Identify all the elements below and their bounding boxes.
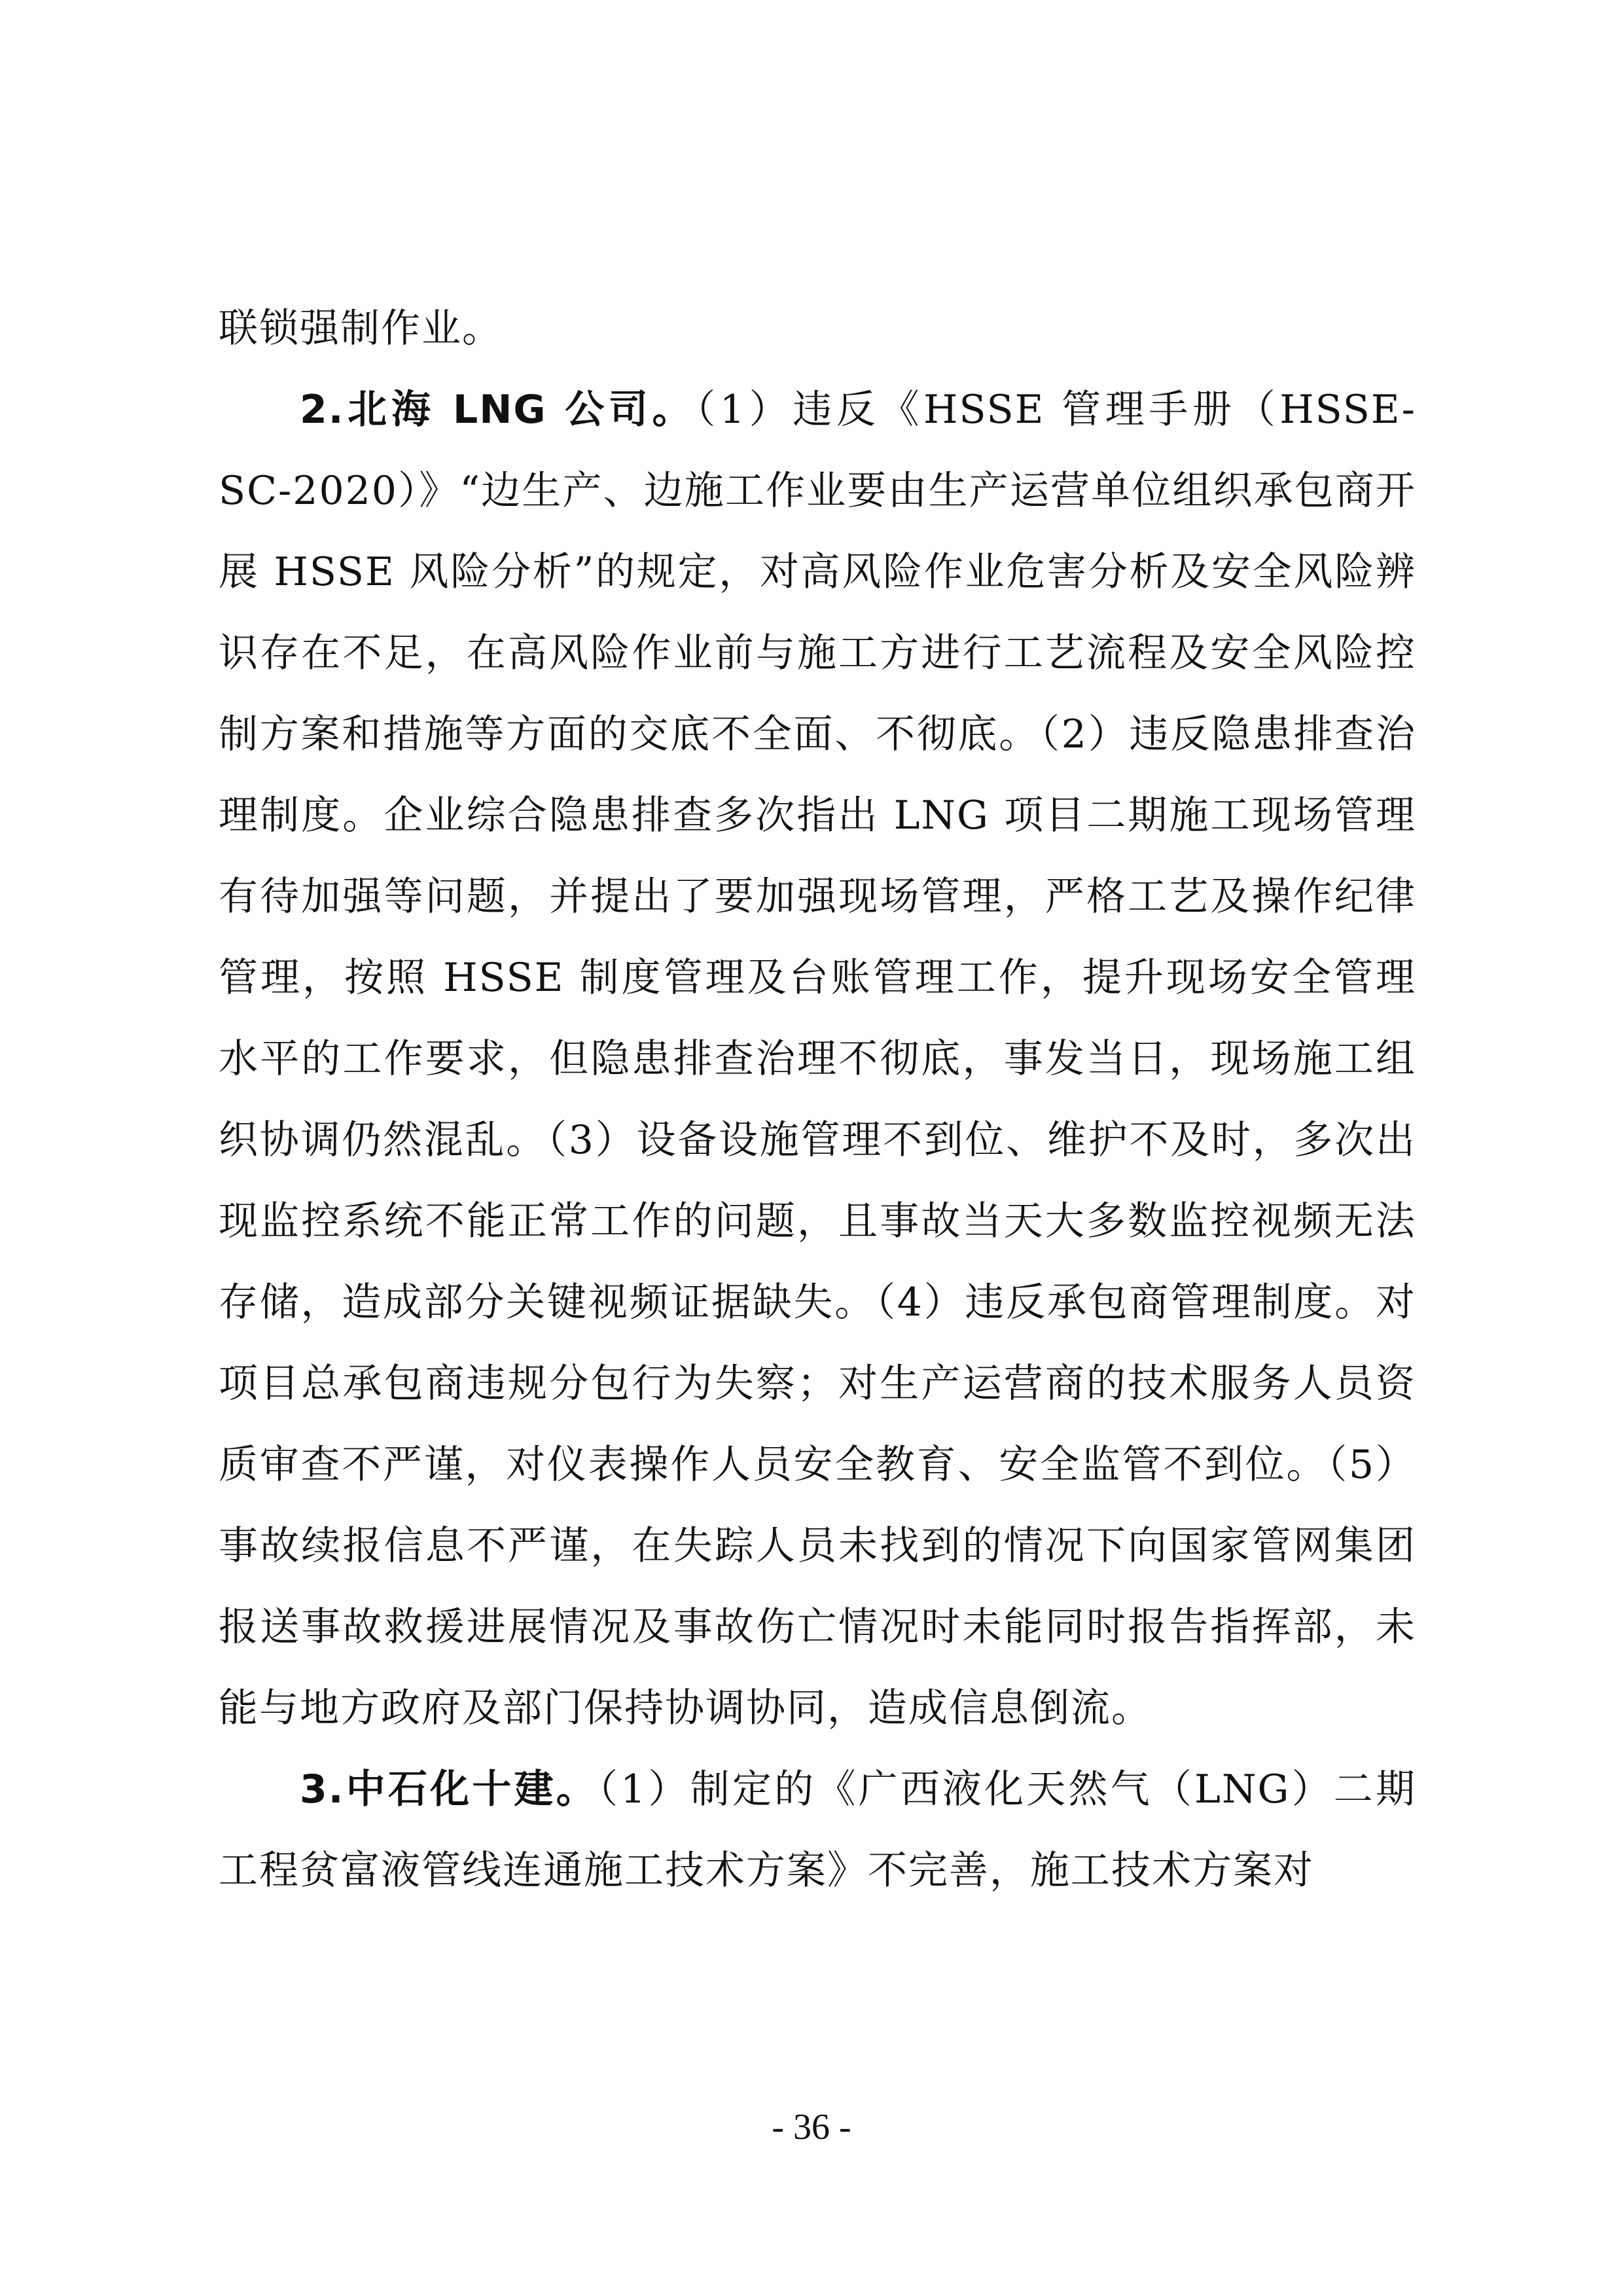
document-body [219, 288, 1416, 1911]
section-3-heading: 3.中石化十建。 [300, 1767, 598, 1812]
section-2-heading: 2.北海 LNG 公司。 [300, 387, 696, 433]
continuation-text: 联锁强制作业。 [219, 306, 503, 351]
section-2-paragraph [219, 369, 1416, 1749]
section-3-body: （1）制定的《广西液化天然气（LNG）二期工程贫富液管线连通施工技术方案》不完善，施工技术方案对 [219, 1767, 1416, 1893]
section-3-paragraph [219, 1749, 1416, 1911]
page-number: - 36 - [772, 2107, 851, 2147]
continuation-paragraph [219, 288, 1416, 369]
section-2-body: （1）违反《HSSE 管理手册（HSSE-SC-2020）》“边生产、边施工作业要由生产运营单位组织承包商开展 HSSE 风险分析”的规定，对高风险作业危害分析及安全风险辨识存在不足，在高风险作业前与施工方进行工艺流程及安全风险控制方案和措施等方面的交底不全面、不彻底。（2）违反隐患排查治理制度。企业综合隐患排查多次指出 LNG 项目二期施工现场管理有待加强等问题，并提出了要加强现场管理，严格工艺及操作纪律管理，按照 HSSE 制度管理及台账管理工作，提升现场安全管理水平的工作要求，但隐患排查治理不彻底，事发当日，现场施工组织协调仍然混乱。（3）设备设施管理不到位、维护不及时，多次出现监控系统不能正常工作的问题，且事故当天大多数监控视频无法存储，造成部分关键视频证据缺失。（4）违反承包商管理制度。对项目总承包商违规分包行为失察；对生产运营商的技术服务人员资质审查不严谨，对仪表操作人员安全教育、安全监管不到位。（5）事故续报信息不严谨，在失踪人员未找到的情况下向国家管网集团报送事故救援进展情况及事故伤亡情况时未能同时报告指挥部，未能与地方政府及部门保持协调协同，造成信息倒流。 [219, 387, 1417, 1731]
